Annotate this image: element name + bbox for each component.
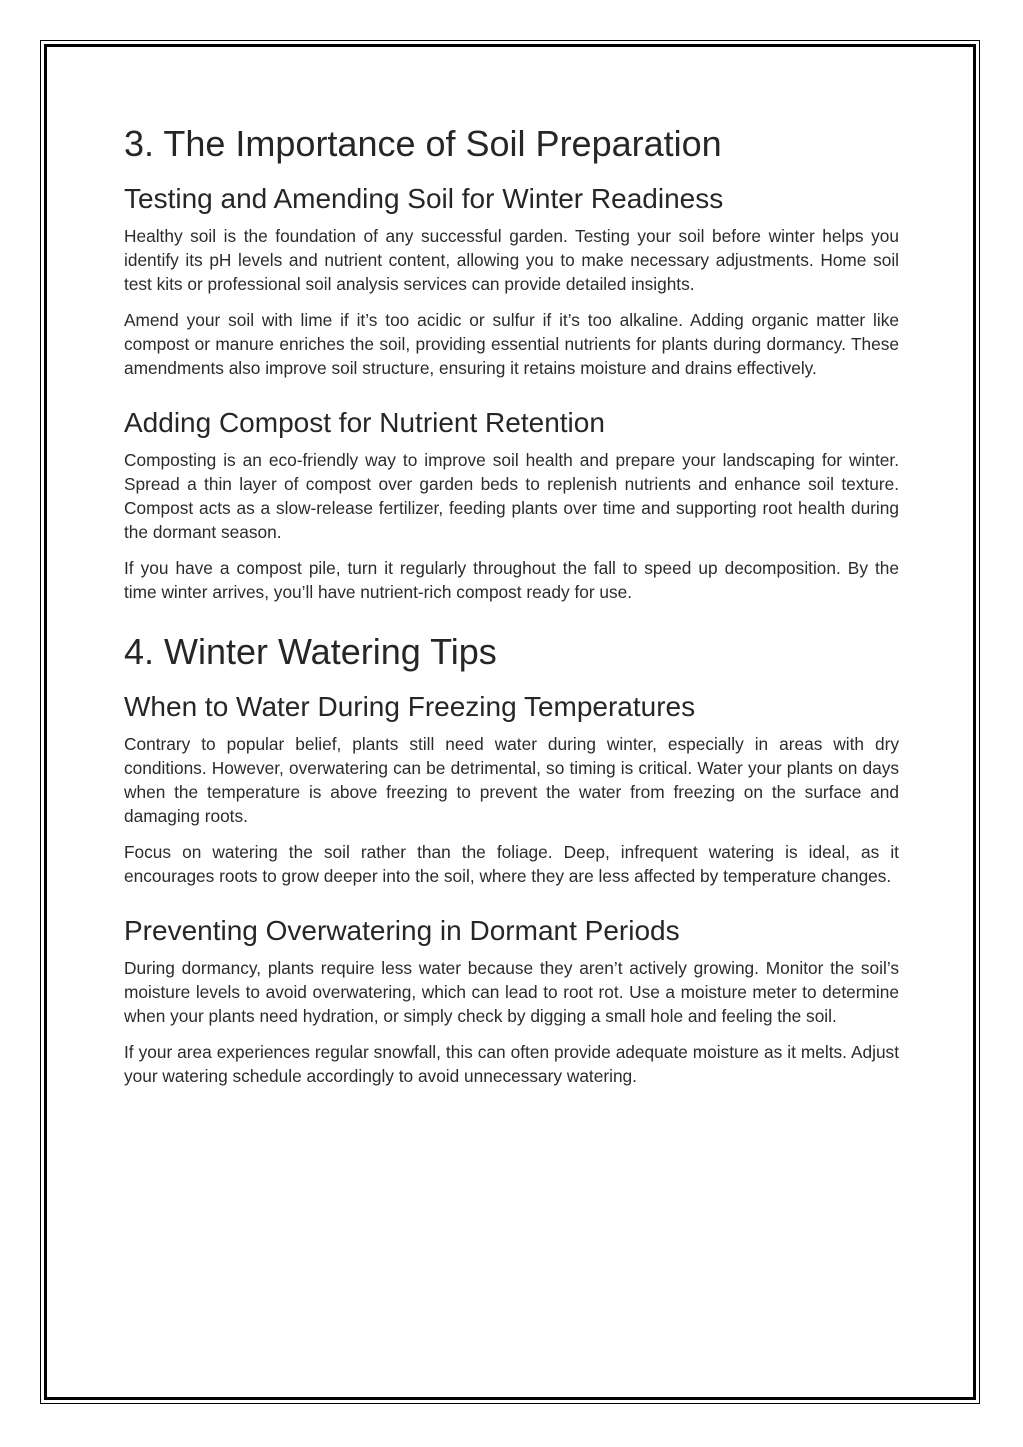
section-title: 4. Winter Watering Tips — [124, 631, 497, 672]
paragraph: Amend your soil with lime if it’s too acidic or sulfur if it’s too alkaline. Adding organic matter like compost or manure enriches the soil, providing essential nutrients for plants during dormancy. These amendments also improve soil structure, ensuring it retains moisture and drains effectively. — [124, 310, 899, 378]
subsection-heading: When to Water During Freezing Temperatures — [124, 691, 696, 722]
document-content — [124, 122, 899, 1100]
paragraph: If your area experiences regular snowfall, this can often provide adequate moisture as it melts. Adjust your watering schedule accordingly to avoid unnecessary watering. — [124, 1042, 899, 1086]
section-winter-watering — [124, 630, 899, 1088]
paragraph: Healthy soil is the foundation of any successful garden. Testing your soil before winter helps you identify its pH levels and nutrient content, allowing you to make necessary adjustments. Home soil test kits or professional soil analysis services can provide detailed insights. — [124, 226, 899, 294]
paragraph: Composting is an eco-friendly way to improve soil health and prepare your landscaping for winter. Spread a thin layer of compost over garden beds to replenish nutrients and enhance soil texture. Compost acts as a slow-release fertilizer, feeding plants over time and supporting root health during the dormant season. — [124, 450, 899, 542]
paragraph: If you have a compost pile, turn it regularly throughout the fall to speed up decomposition. By the time winter arrives, you’ll have nutrient-rich compost ready for use. — [124, 558, 899, 602]
paragraph: Focus on watering the soil rather than the foliage. Deep, infrequent watering is ideal, as it encourages roots to grow deeper into the soil, where they are less affected by temperature changes. — [124, 842, 899, 886]
section-soil-preparation — [124, 122, 899, 604]
subsection-heading: Testing and Amending Soil for Winter Readiness — [124, 183, 724, 214]
paragraph: During dormancy, plants require less water because they aren’t actively growing. Monitor the soil’s moisture levels to avoid overwatering, which can lead to root rot. Use a moisture meter to determine when your plants need hydration, or simply check by digging a small hole and feeling the soil. — [124, 958, 899, 1026]
section-title: 3. The Importance of Soil Preparation — [124, 123, 722, 164]
paragraph: Contrary to popular belief, plants still need water during winter, especially in areas with dry conditions. However, overwatering can be detrimental, so timing is critical. Water your plants on days when the temperature is above freezing to prevent the water from freezing on the surface and damaging roots. — [124, 734, 899, 826]
subsection-heading: Adding Compost for Nutrient Retention — [124, 407, 605, 438]
subsection-heading: Preventing Overwatering in Dormant Periods — [124, 915, 680, 946]
